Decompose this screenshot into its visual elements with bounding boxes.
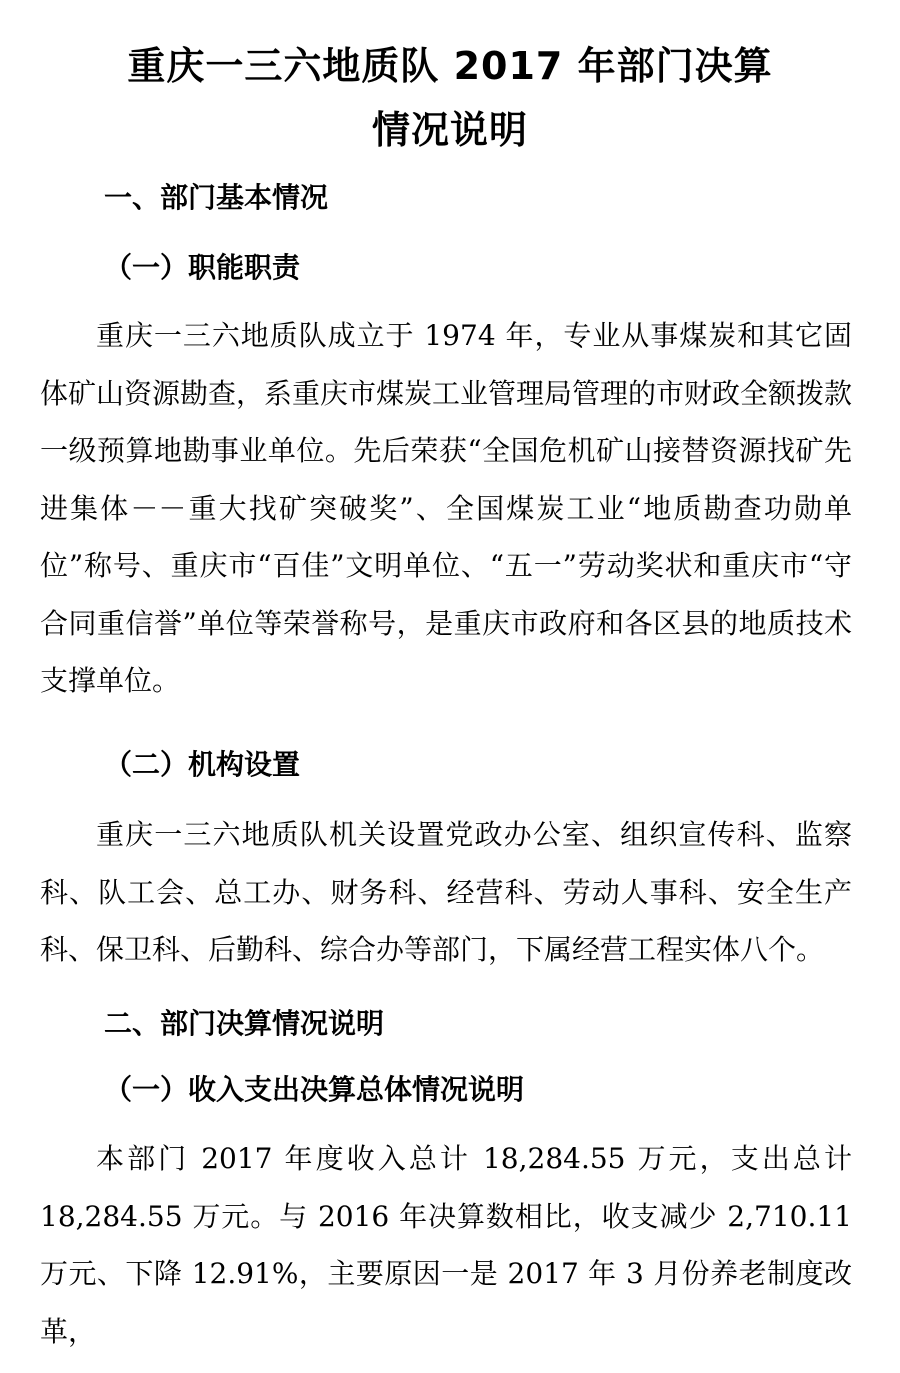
paragraph-income-expenditure: 本部门 2017 年度收入总计 18,284.55 万元，支出总计 18,284.55 万元。与 2016 年决算数相比，收支减少 2,710.11 万元、下降 12.91%，主要原因一是 2017 年 3 月份养老制度改革， <box>40 1142 852 1348</box>
paragraph-functions: 重庆一三六地质队成立于 1974 年，专业从事煤炭和其它固体矿山资源勘查，系重庆市煤炭工业管理局管理的市财政全额拨款一级预算地勘事业单位。先后荣获“全国危机矿山接替资源找矿先进集体－－重大找矿突破奖”、全国煤炭工业“地质勘查功勋单位”称号、重庆市“百佳”文明单位、“五一”劳动奖状和重庆市“守合同重信誉”单位等荣誉称号，是重庆市政府和各区县的地质技术支撑单位。 <box>40 319 853 697</box>
document-title-line-2: 情况说明 <box>371 108 528 152</box>
subsection-heading-income-expenditure: （一）收入支出决算总体情况说明 <box>104 1073 525 1106</box>
subsection-heading-functions: （一）职能职责 <box>104 251 301 284</box>
paragraph-organization: 重庆一三六地质队机关设置党政办公室、组织宣传科、监察科、队工会、总工办、财务科、经营科、劳动人事科、安全生产科、保卫科、后勤科、综合办等部门，下属经营工程实体八个。 <box>40 818 852 966</box>
subsection-heading-organization: （二）机构设置 <box>104 748 301 781</box>
section-heading-final-accounts: 二、部门决算情况说明 <box>104 1007 385 1040</box>
document-title-line-1: 重庆一三六地质队 2017 年部门决算 <box>127 44 773 88</box>
section-heading-basic-info: 一、部门基本情况 <box>104 181 329 214</box>
